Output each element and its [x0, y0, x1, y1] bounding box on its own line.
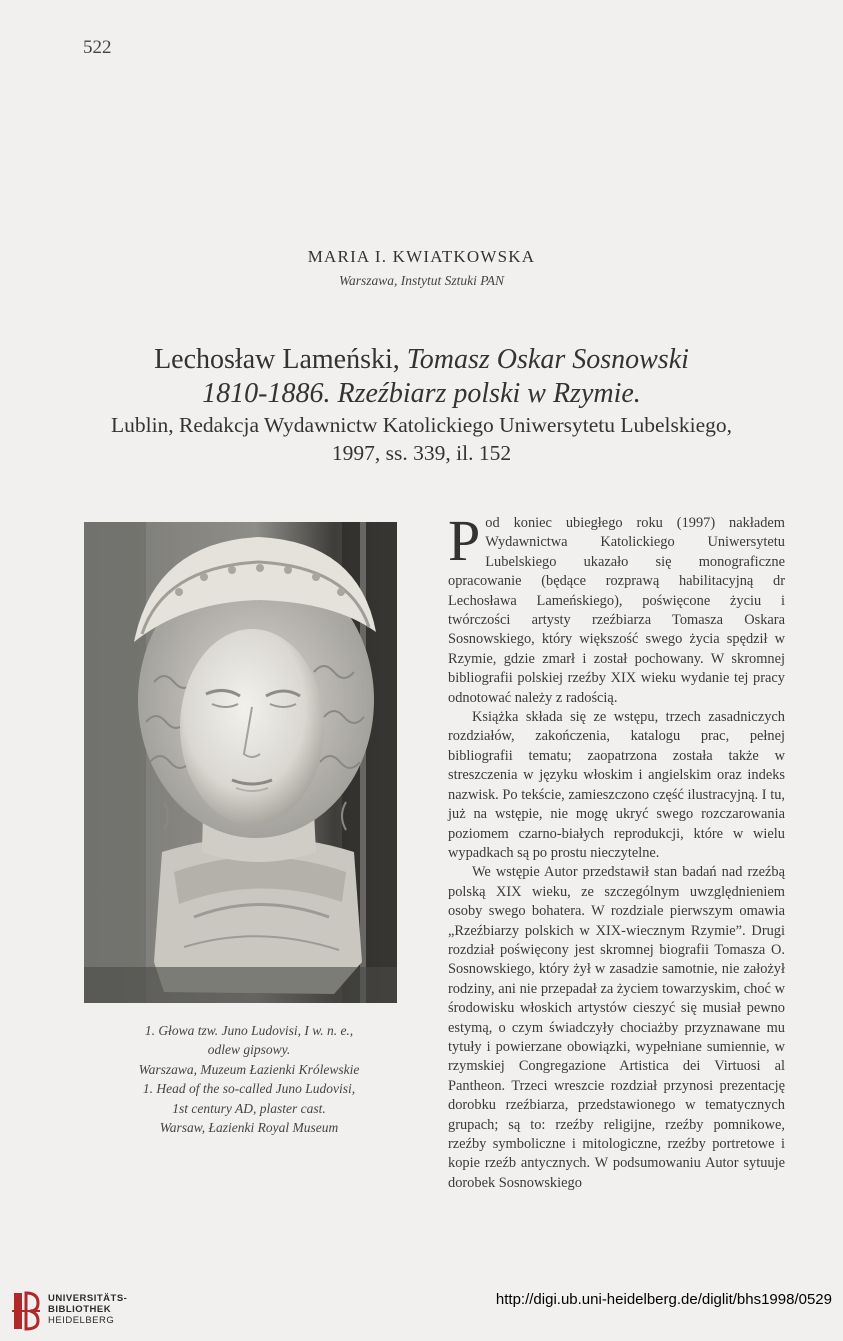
- digitization-footer: [0, 1281, 843, 1341]
- paragraph-2: Książka składa się ze wstępu, trzech zasadniczych rozdziałów, zakończenia, katalogu prac, pełnej bibliografii tematu; zaopatrzona została także w streszczenia w języku włoskim i angielskim oraz indeks nazwisk. Po tekście, zamieszczono część ilustracyjną. I tu, już na wstępie, nie mogę ukryć swego rozczarowania poziomem czarno-białych reprodukcji, które w wielu wypadkach są po prostu nieczytelne.: [448, 709, 785, 861]
- review-title: [60, 343, 783, 467]
- caption-line: Warsaw, Łazienki Royal Museum: [159, 1120, 339, 1136]
- juno-ludovisi-bust-image: [84, 522, 397, 1003]
- caption-line: 1. Head of the so-called Juno Ludovisi,: [142, 1081, 356, 1097]
- publication-details: 1997, ss. 339, il. 152: [331, 441, 512, 465]
- book-author: Lechosław Lameński,: [154, 344, 407, 375]
- title-line-1: [60, 343, 783, 377]
- caption-line: Warszawa, Muzeum Łazienki Królewskie: [138, 1061, 360, 1077]
- review-body: [448, 508, 785, 1193]
- page-number: 522: [83, 37, 112, 58]
- paragraph-1: [448, 508, 785, 708]
- author-affiliation: Warszawa, Instytut Sztuki PAN: [338, 273, 505, 288]
- library-name-line-1: UNIVERSITÄTS-: [48, 1293, 128, 1304]
- book-title-part-1: Tomasz Oskar Sosnowski: [406, 344, 689, 375]
- book-title-part-2: 1810-1886. Rzeźbiarz polski w Rzymie.: [202, 378, 641, 409]
- source-url[interactable]: http://digi.ub.uni-heidelberg.de/diglit/bhs1998/0529: [495, 1291, 832, 1308]
- library-logo-icon: [8, 1289, 42, 1333]
- drop-cap: P: [448, 508, 481, 573]
- library-name-line-3: HEIDELBERG: [48, 1315, 115, 1326]
- caption-line: odlew gipsowy.: [207, 1042, 291, 1058]
- figure-caption: [84, 1021, 414, 1137]
- paragraph-1-text: od koniec ubiegłego roku (1997) nakładem Wydawnictwa Katolickiego Uniwersytetu Lubelskiego ukazało się monograficzne opracowanie (będące rozprawą habilitacyjną dr Lechosława Lameńskiego), poświęcone życiu i twórczości artysty rzeźbiarza Tomasza Oskara Sosnowskiego, który większość swego życia spędził w Rzymie, gdzie zmarł i został pochowany. W skromnej bibliografii polskiej rzeźby XIX wieku wydanie tej pracy odnotować należy z radością.: [448, 515, 785, 706]
- library-name-line-2: BIBLIOTHEK: [48, 1304, 112, 1315]
- caption-line: 1. Głowa tzw. Juno Ludovisi, I w. n. e.,: [144, 1023, 354, 1038]
- library-name: [48, 1293, 127, 1326]
- author-name: MARIA I. KWIATKOWSKA: [307, 247, 536, 266]
- bust-photograph: [84, 522, 397, 1003]
- publisher-line: Lublin, Redakcja Wydawnictw Katolickiego Uniwersytetu Lubelskiego,: [110, 413, 733, 437]
- caption-line: 1st century AD, plaster cast.: [172, 1100, 326, 1116]
- paragraph-3: We wstępie Autor przedstawił stan badań nad rzeźbą polską XIX wieku, ze szczególnym uwzględnieniem osoby swego bohatera. W rozdziale pierwszym omawia „Rzeźbiarzy polskich w XIX-wiecznym Rzymie”. Drugi rozdział poświęcony jest skromnej biografii Tomasza O. Sosnowskiego, który żył w zasadzie samotnie, nie założył rodziny, ani nie przepadał za życiem towarzyskim, choć w środowisku włoskich artystów cieszyć się musiał pewno estymą, o czym świadczyły chociażby przyznawane mu tytuły i powierzane obowiązki, wypełniane sumiennie, w rzymskiej Congregazione Artistica dei Virtuosi al Pantheon. Trzeci wreszcie rozdział przynosi prezentację dorobku rzeźbiarza, przedstawionego w tematycznych grupach; są to: rzeźby religijne, rzeźby pomnikowe, rzeźby symboliczne i mitologiczne, rzeźby portretowe i kopie rzeźb antycznych. W podsumowaniu Autor sytuuje dorobek Sosnowskiego: [448, 864, 785, 1191]
